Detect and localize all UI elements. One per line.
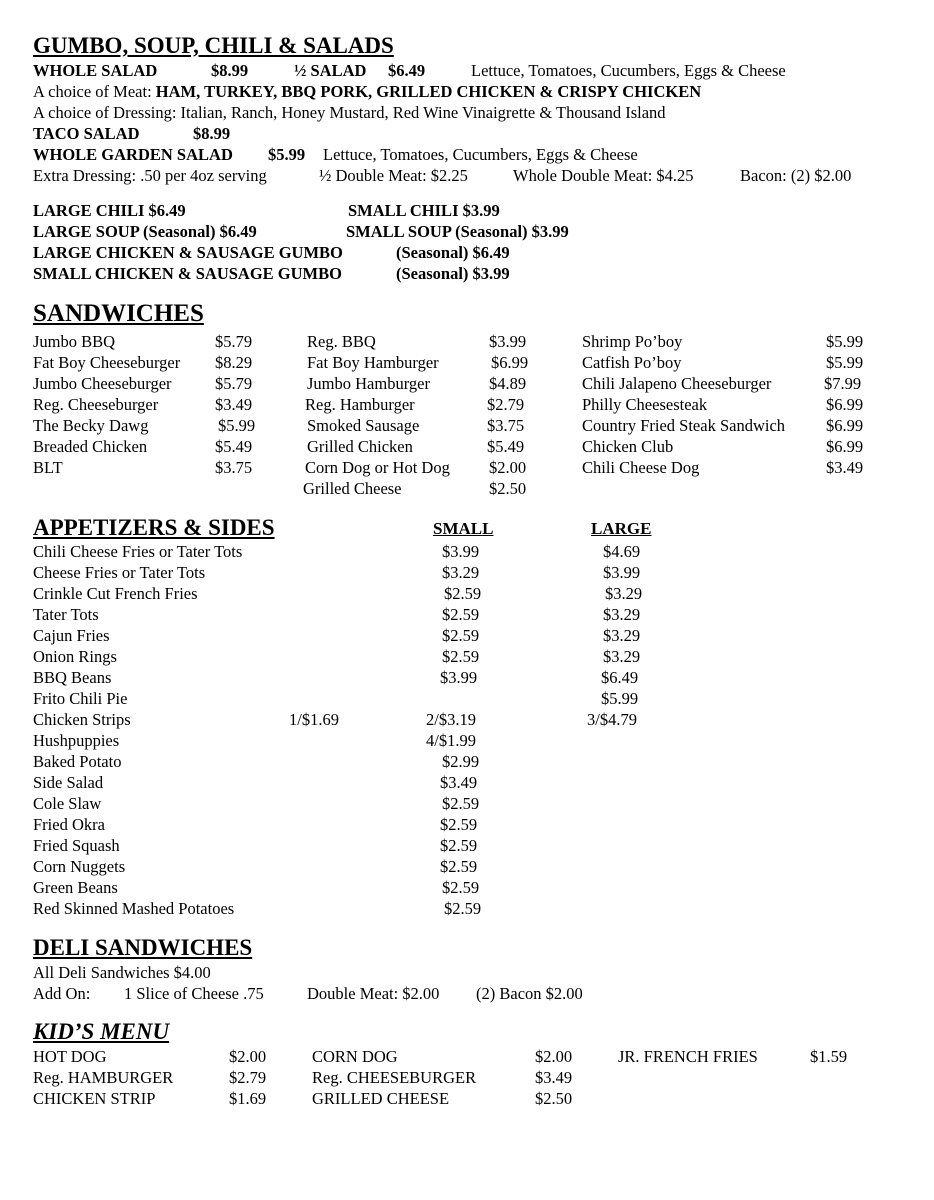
- sandwich-item-price: $3.49: [826, 458, 864, 477]
- sandwich-item-name: Chili Jalapeno Cheeseburger: [582, 374, 772, 393]
- sandwich-item-name: Grilled Cheese: [303, 479, 402, 498]
- appetizer-small-price: $2.59: [442, 794, 480, 813]
- appetizer-large-price: $3.29: [603, 605, 641, 624]
- taco-salad-price: $8.99: [193, 124, 231, 143]
- appetizer-name: Green Beans: [33, 878, 118, 897]
- dressing-choice-line: A choice of Dressing: Italian, Ranch, Honey Mustard, Red Wine Vinaigrette & Thousand Island: [33, 103, 666, 122]
- sandwich-item-price: $8.29: [215, 353, 253, 372]
- sandwich-item-price: $5.99: [826, 353, 864, 372]
- large-gumbo-price: (Seasonal) $6.49: [396, 243, 510, 262]
- sandwich-item-name: Fat Boy Hamburger: [307, 353, 439, 372]
- appetizer-large-price: $3.29: [603, 647, 641, 666]
- sandwich-item-price: $5.49: [215, 437, 253, 456]
- garden-salad-description: Lettuce, Tomatoes, Cucumbers, Eggs & Cheese: [323, 145, 638, 164]
- deli-double-meat: Double Meat: $2.00: [307, 984, 440, 1003]
- appetizer-large-price: $6.49: [601, 668, 639, 687]
- kids-item-price: $1.69: [229, 1089, 267, 1108]
- sandwich-item-name: Jumbo Cheeseburger: [33, 374, 172, 393]
- sandwich-item-name: Breaded Chicken: [33, 437, 148, 456]
- appetizer-small-price: $3.99: [442, 542, 480, 561]
- appetizer-small-price: $2.59: [444, 584, 482, 603]
- sandwich-item-price: $5.49: [487, 437, 525, 456]
- sandwich-item-name: Smoked Sausage: [307, 416, 420, 435]
- appetizer-small-price: $2.59: [440, 857, 478, 876]
- deli-section-title: DELI SANDWICHES: [33, 935, 253, 960]
- half-double-meat: ½ Double Meat: $2.25: [319, 166, 468, 185]
- sandwich-item-price: $2.00: [489, 458, 527, 477]
- appetizer-name: Red Skinned Mashed Potatoes: [33, 899, 235, 918]
- large-gumbo: LARGE CHICKEN & SAUSAGE GUMBO: [33, 243, 343, 262]
- sandwich-item-name: Country Fried Steak Sandwich: [582, 416, 786, 435]
- sandwich-item-name: Reg. Cheeseburger: [33, 395, 159, 414]
- meat-choice-list: HAM, TURKEY, BBQ PORK, GRILLED CHICKEN & CRISPY CHICKEN: [155, 82, 702, 101]
- appetizer-name: Fried Squash: [33, 836, 120, 855]
- appetizer-large-price: $3.99: [603, 563, 641, 582]
- sandwich-item-price: $6.99: [826, 416, 864, 435]
- appetizer-name: Onion Rings: [33, 647, 117, 666]
- all-deli-price: All Deli Sandwiches $4.00: [33, 963, 211, 982]
- sandwich-item-price: $3.75: [215, 458, 253, 477]
- sandwich-item-price: $5.99: [826, 332, 864, 351]
- kids-item-price: $1.59: [810, 1047, 848, 1066]
- sandwich-item-price: $5.79: [215, 374, 253, 393]
- appetizer-small-price: $2.59: [444, 899, 482, 918]
- appetizer-name: Frito Chili Pie: [33, 689, 128, 708]
- deli-cheese-addon: 1 Slice of Cheese .75: [124, 984, 264, 1003]
- appetizer-name: Fried Okra: [33, 815, 105, 834]
- kids-item-name: JR. FRENCH FRIES: [618, 1047, 758, 1066]
- large-column-header: LARGE: [591, 519, 652, 538]
- gumbo-section-title: GUMBO, SOUP, CHILI & SALADS: [33, 33, 394, 58]
- sandwich-item-price: $6.99: [826, 437, 864, 456]
- appetizer-name: Corn Nuggets: [33, 857, 126, 876]
- appetizer-name: Crinkle Cut French Fries: [33, 584, 198, 603]
- kids-item-price: $3.49: [535, 1068, 573, 1087]
- kids-item-name: Reg. HAMBURGER: [33, 1068, 174, 1087]
- sandwich-item-name: BLT: [33, 458, 63, 477]
- sandwich-item-name: Shrimp Po’boy: [582, 332, 683, 351]
- kids-item-name: HOT DOG: [33, 1047, 107, 1066]
- sandwich-item-name: Chicken Club: [582, 437, 674, 456]
- meat-choice-line: [33, 82, 701, 102]
- deli-bacon: (2) Bacon $2.00: [476, 984, 583, 1003]
- whole-double-meat: Whole Double Meat: $4.25: [513, 166, 694, 185]
- appetizer-small-price: $3.29: [442, 563, 480, 582]
- kids-item-name: Reg. CHEESEBURGER: [312, 1068, 477, 1087]
- bacon-addon: Bacon: (2) $2.00: [740, 166, 852, 185]
- deli-add-on-label: Add On:: [33, 984, 91, 1003]
- appetizer-small-price: 4/$1.99: [426, 731, 476, 750]
- extra-dressing: Extra Dressing: .50 per 4oz serving: [33, 166, 267, 185]
- sandwich-item-price: $4.89: [489, 374, 527, 393]
- sandwich-item-name: Chili Cheese Dog: [582, 458, 700, 477]
- appetizer-name: Baked Potato: [33, 752, 122, 771]
- sandwich-item-name: Jumbo BBQ: [33, 332, 116, 351]
- sandwich-item-name: Catfish Po’boy: [582, 353, 682, 372]
- sandwich-item-name: Grilled Chicken: [307, 437, 413, 456]
- appetizer-small-price: $2.59: [442, 647, 480, 666]
- sandwich-item-name: Reg. BBQ: [307, 332, 376, 351]
- garden-salad-price: $5.99: [268, 145, 306, 164]
- appetizer-name: Cajun Fries: [33, 626, 110, 645]
- kids-item-name: CORN DOG: [312, 1047, 398, 1066]
- appetizer-small-price: $2.99: [442, 752, 480, 771]
- sandwich-item-name: Philly Cheesesteak: [582, 395, 708, 414]
- appetizer-small-price: $2.59: [440, 836, 478, 855]
- sandwich-item-name: Fat Boy Cheeseburger: [33, 353, 181, 372]
- taco-salad-label: TACO SALAD: [33, 124, 140, 143]
- sandwich-item-name: The Becky Dawg: [33, 416, 149, 435]
- garden-salad-label: WHOLE GARDEN SALAD: [33, 145, 233, 164]
- appetizer-small-price: 2/$3.19: [426, 710, 476, 729]
- sandwich-item-price: $3.99: [489, 332, 527, 351]
- sandwiches-section-title: SANDWICHES: [33, 300, 204, 327]
- sandwich-item-price: $5.99: [218, 416, 256, 435]
- appetizer-name: BBQ Beans: [33, 668, 112, 687]
- appetizer-large-price: $5.99: [601, 689, 639, 708]
- sandwich-item-price: $5.79: [215, 332, 253, 351]
- appetizer-name: Tater Tots: [33, 605, 99, 624]
- half-salad-price: $6.49: [388, 61, 426, 80]
- sandwich-item-price: $2.79: [487, 395, 525, 414]
- sandwich-item-price: $3.49: [215, 395, 253, 414]
- appetizer-small-price: $3.99: [440, 668, 478, 687]
- small-column-header: SMALL: [433, 519, 494, 538]
- appetizer-single-price: 1/$1.69: [289, 710, 339, 729]
- whole-salad-label: WHOLE SALAD: [33, 61, 158, 80]
- appetizer-small-price: $2.59: [442, 605, 480, 624]
- appetizer-large-price: $3.29: [603, 626, 641, 645]
- large-soup: LARGE SOUP (Seasonal) $6.49: [33, 222, 257, 241]
- kids-item-price: $2.79: [229, 1068, 267, 1087]
- small-gumbo: SMALL CHICKEN & SAUSAGE GUMBO: [33, 264, 342, 283]
- appetizer-small-price: $2.59: [442, 878, 480, 897]
- kids-item-price: $2.00: [535, 1047, 573, 1066]
- whole-salad-price: $8.99: [211, 61, 249, 80]
- appetizer-small-price: $3.49: [440, 773, 478, 792]
- small-chili: SMALL CHILI $3.99: [348, 201, 500, 220]
- appetizer-large-price: $4.69: [603, 542, 641, 561]
- appetizer-name: Side Salad: [33, 773, 104, 792]
- kids-section-title: KID’S MENU: [33, 1019, 170, 1044]
- kids-item-name: CHICKEN STRIP: [33, 1089, 156, 1108]
- appetizer-large-price: $3.29: [605, 584, 643, 603]
- small-soup: SMALL SOUP (Seasonal) $3.99: [346, 222, 569, 241]
- sandwich-item-price: $2.50: [489, 479, 527, 498]
- appetizer-name: Hushpuppies: [33, 731, 120, 750]
- kids-item-name: GRILLED CHEESE: [312, 1089, 450, 1108]
- kids-item-price: $2.00: [229, 1047, 267, 1066]
- appetizer-name: Chicken Strips: [33, 710, 131, 729]
- small-gumbo-price: (Seasonal) $3.99: [396, 264, 510, 283]
- appetizer-name: Chili Cheese Fries or Tater Tots: [33, 542, 243, 561]
- large-chili: LARGE CHILI $6.49: [33, 201, 186, 220]
- sandwich-item-price: $7.99: [824, 374, 862, 393]
- appetizer-small-price: $2.59: [440, 815, 478, 834]
- appetizer-small-price: $2.59: [442, 626, 480, 645]
- sandwich-item-name: Reg. Hamburger: [305, 395, 415, 414]
- meat-choice-prefix: A choice of Meat:: [33, 82, 156, 101]
- half-salad-label: ½ SALAD: [294, 61, 367, 80]
- sandwich-item-price: $6.99: [491, 353, 529, 372]
- appetizer-name: Cole Slaw: [33, 794, 102, 813]
- kids-item-price: $2.50: [535, 1089, 573, 1108]
- appetizer-large-price: 3/$4.79: [587, 710, 637, 729]
- sandwich-item-price: $3.75: [487, 416, 525, 435]
- appetizer-name: Cheese Fries or Tater Tots: [33, 563, 206, 582]
- sandwich-item-name: Jumbo Hamburger: [307, 374, 430, 393]
- salad-description: Lettuce, Tomatoes, Cucumbers, Eggs & Cheese: [471, 61, 786, 80]
- sandwich-item-name: Corn Dog or Hot Dog: [305, 458, 450, 477]
- appetizers-section-title: APPETIZERS & SIDES: [33, 515, 275, 540]
- sandwich-item-price: $6.99: [826, 395, 864, 414]
